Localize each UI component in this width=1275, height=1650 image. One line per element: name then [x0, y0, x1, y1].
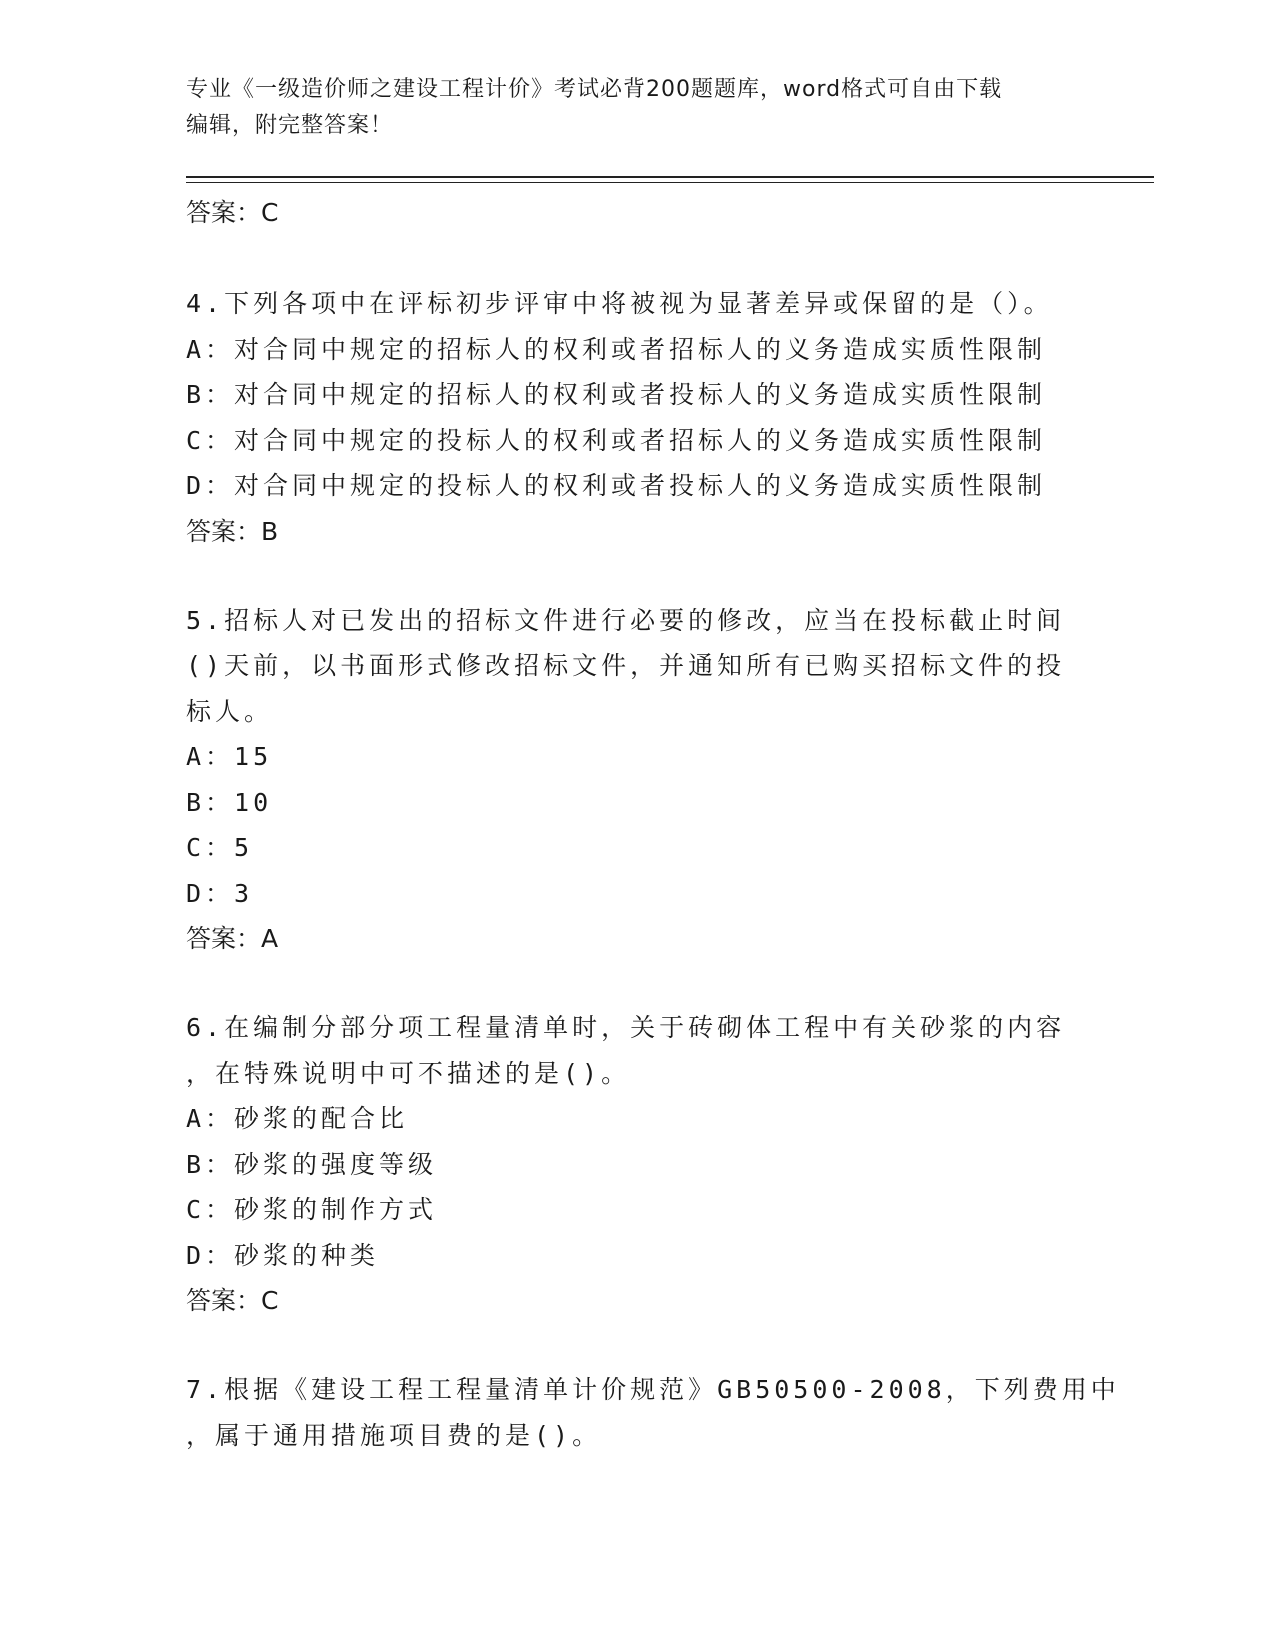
- question-stem-line-2: ，在特殊说明中可不描述的是()。: [186, 1058, 631, 1088]
- question-stem: 4.下列各项中在评标初步评审中将被视为显著差异或保留的是（）。: [186, 289, 1053, 318]
- question-list: [186, 190, 1120, 1458]
- option-d: D：砂浆的种类: [186, 1240, 380, 1270]
- option-b: B：10: [186, 787, 273, 817]
- question-6: [186, 1005, 1086, 1323]
- question-5: [186, 598, 1086, 962]
- header-line-1: 专业《一级造价师之建设工程计价》考试必背200题题库，word格式可自由下载: [186, 77, 1003, 102]
- question-stem-line-2: ，属于通用措施项目费的是()。: [186, 1420, 602, 1450]
- question-stem-line-1: 5.招标人对已发出的招标文件进行必要的修改，应当在投标截止时间: [186, 605, 1066, 635]
- question-stem-line-1: 7.根据《建设工程工程量清单计价规范》GB50500-2008，下列费用中: [186, 1375, 1120, 1404]
- answer: 答案：A: [186, 924, 279, 953]
- header-divider-thick: [186, 176, 1154, 178]
- answer: 答案：B: [186, 516, 279, 546]
- option-c: C：5: [186, 833, 254, 862]
- option-c: C：砂浆的制作方式: [186, 1195, 438, 1224]
- option-a: A：15: [186, 742, 273, 771]
- option-d: D：对合同中规定的投标人的权利或者投标人的义务造成实质性限制: [186, 471, 1047, 500]
- header-divider-thin: [186, 182, 1154, 183]
- header-line-2: 编辑，附完整答案！: [186, 113, 394, 138]
- option-b: B：砂浆的强度等级: [186, 1149, 438, 1179]
- question-7: [186, 1367, 1120, 1458]
- question-stem-line-3: 标人。: [186, 696, 274, 726]
- answer: 答案：C: [186, 1286, 279, 1315]
- option-b: B：对合同中规定的招标人的权利或者投标人的义务造成实质性限制: [186, 380, 1047, 409]
- option-c: C：对合同中规定的投标人的权利或者招标人的义务造成实质性限制: [186, 425, 1047, 455]
- question-stem-line-2: ()天前，以书面形式修改招标文件，并通知所有已购买招标文件的投: [186, 651, 1066, 680]
- option-a: A：砂浆的配合比: [186, 1104, 409, 1133]
- question-stem-line-1: 6.在编制分部分项工程量清单时，关于砖砌体工程中有关砂浆的内容: [186, 1013, 1066, 1042]
- answer-q3: 答案：C: [186, 198, 279, 227]
- question-4: [186, 281, 1086, 554]
- option-a: A：对合同中规定的招标人的权利或者招标人的义务造成实质性限制: [186, 334, 1047, 364]
- document-header: [186, 72, 1066, 144]
- option-d: D：3: [186, 878, 254, 908]
